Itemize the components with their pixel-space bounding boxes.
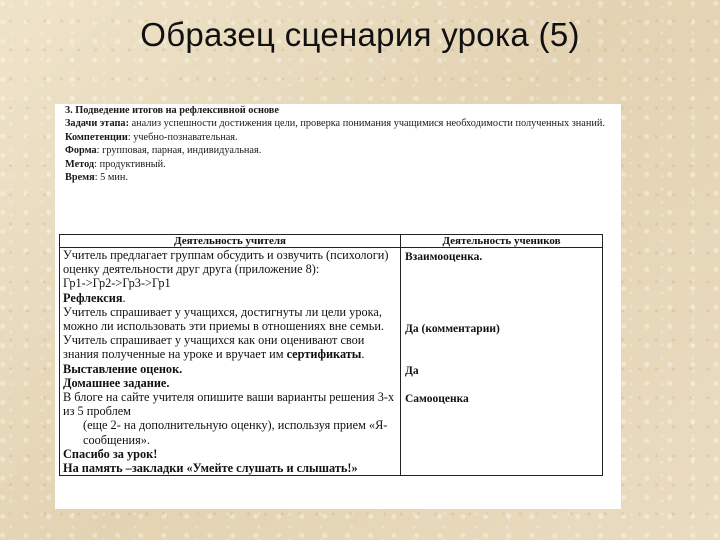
- grading-label: Выставление оценок.: [63, 361, 183, 376]
- teacher-question-goals: Учитель спрашивает у учащихся, достигнуты ли цели урока, можно ли использовать эти приемы в отношениях вне семьи.: [63, 304, 384, 334]
- document-page: [55, 104, 621, 509]
- stage-method: Метод: продуктивный.: [65, 158, 166, 170]
- group-order: Гр1->Гр2->Гр3->Гр1: [63, 276, 171, 291]
- stage-info: [65, 104, 615, 184]
- stage-form: Форма: групповая, парная, индивидуальная.: [65, 145, 262, 157]
- stage-tasks: Задачи этапа: анализ успешности достижения цели, проверка понимания учащимися необходимости полученных знаний.: [65, 118, 605, 130]
- student-mutual-assessment: Взаимооценка.: [405, 251, 483, 263]
- stage-time: Время: 5 мин.: [65, 172, 129, 184]
- reflection-label: Рефлексия.: [63, 290, 126, 305]
- teacher-proposal: Учитель предлагает группам обсудить и озвучить (психологи) оценку деятельности друг друга (приложение 8):: [63, 248, 389, 277]
- homework-label: Домашнее задание.: [63, 375, 170, 390]
- teacher-activity-cell: [60, 248, 401, 476]
- student-yes: Да: [405, 365, 419, 377]
- students-activity-cell: [401, 248, 603, 476]
- thanks-line: Спасибо за урок!: [63, 446, 158, 461]
- homework-extra: (еще 2- на дополнительную оценку), используя прием «Я-сообщения».: [83, 418, 388, 447]
- teacher-column-header: Деятельность учителя: [60, 235, 401, 248]
- teacher-question-knowledge: Учитель спрашивает у учащихся как они оценивают свои знания полученные на уроке и вручает им сертификаты.: [63, 333, 365, 362]
- students-column-header: Деятельность учеников: [401, 235, 603, 248]
- stage-competencies: Компетенции: учебно-познавательная.: [65, 131, 238, 143]
- activity-table: [59, 234, 603, 476]
- bookmark-line: На память –закладки «Умейте слушать и слышать!»: [63, 461, 358, 476]
- student-yes-comments: Да (комментарии): [405, 323, 500, 335]
- student-self-assessment: Самооценка: [405, 393, 469, 405]
- stage-heading: 3. Подведение итогов на рефлексивной основе: [65, 105, 279, 116]
- homework-text: В блоге на сайте учителя опишите ваши варианты решения 3-х из 5 проблем: [63, 390, 395, 419]
- slide-title: Образец сценария урока (5): [140, 16, 580, 53]
